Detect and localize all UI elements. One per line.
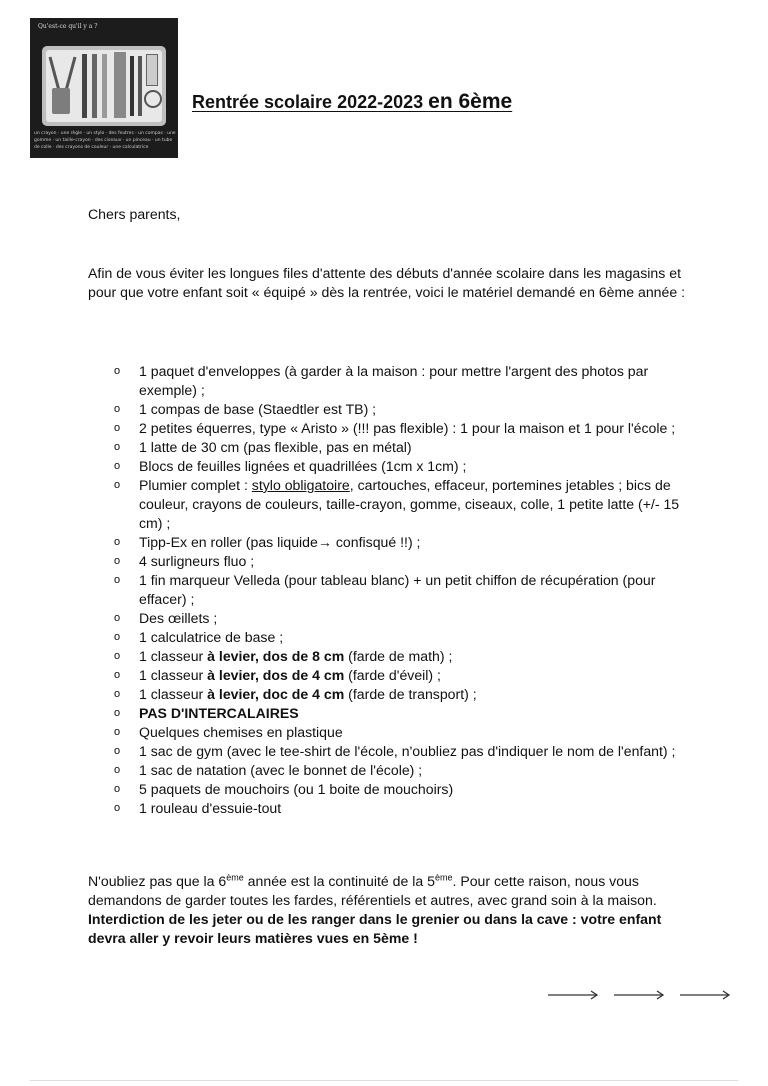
bullet-icon: o [114, 479, 121, 491]
scissors-icon [144, 90, 162, 108]
logo-words: un crayon · une règle · un stylo · des feutres · un compas · une gomme · un taille-crayon · des ciseaux · un pinceau · un tube de colle · des crayons de couleur · une calculatrice [34, 131, 176, 150]
bullet-icon: o [114, 688, 121, 700]
bullet-icon: o [114, 574, 121, 586]
bullet-icon: o [114, 612, 121, 624]
item-text: 1 paquet d'enveloppes (à garder à la maison : pour mettre l'argent des photos par exemple) ; [139, 363, 649, 398]
bullet-icon: o [114, 631, 121, 643]
bullet-icon: o [114, 365, 121, 377]
divider [30, 1080, 738, 1081]
supply-list [114, 362, 681, 818]
bullet-icon: o [114, 745, 121, 757]
list-item [114, 628, 681, 647]
greeting: Chers parents, [88, 206, 181, 222]
list-item [114, 400, 681, 419]
item-text: 1 calculatrice de base ; [139, 629, 284, 645]
arrows-next-page-icon [546, 985, 736, 1005]
bullet-icon: o [114, 669, 121, 681]
list-item [114, 362, 681, 400]
item-text: 1 sac de gym (avec le tee-shirt de l'école, n'oubliez pas d'indiquer le nom de l'enfant) ; [139, 743, 676, 759]
item-text: 1 latte de 30 cm (pas flexible, pas en métal) [139, 439, 412, 455]
bullet-icon: o [114, 726, 121, 738]
bullet-icon: o [114, 783, 121, 795]
item-bold: PAS D'INTERCALAIRES [139, 705, 299, 721]
item-text: 2 petites équerres, type « Aristo » (!!! pas flexible) : 1 pour la maison et 1 pour l'école ; [139, 420, 676, 436]
page-title: Rentrée scolaire 2022-2023 en 6ème [192, 90, 513, 113]
item-text: 1 sac de natation (avec le bonnet de l'école) ; [139, 762, 423, 778]
item-bold: à levier, dos de 4 cm [207, 667, 345, 683]
item-bold: à levier, doc de 4 cm [207, 686, 345, 702]
list-item [114, 438, 681, 457]
item-text: 1 classeur [139, 686, 208, 702]
bullet-icon: o [114, 536, 121, 548]
bullet-icon: o [114, 441, 121, 453]
item-text: 1 rouleau d'essuie-tout [139, 800, 282, 816]
item-text: 1 classeur [139, 648, 208, 664]
bullet-icon: o [114, 460, 121, 472]
list-item [114, 666, 681, 685]
item-text: Plumier complet : [139, 477, 252, 493]
closing-warning: Interdiction de les jeter ou de les ranger dans le grenier ou dans la cave : votre enfant devra aller y revoir leurs matières vues en 5ème ! [88, 911, 662, 946]
item-bold: à levier, dos de 8 cm [207, 648, 345, 664]
item-text: Blocs de feuilles lignées et quadrillées (1cm x 1cm) ; [139, 458, 467, 474]
item-text: (farde d'éveil) ; [344, 667, 441, 683]
bullet-icon: o [114, 555, 121, 567]
item-text: Quelques chemises en plastique [139, 724, 343, 740]
item-text: 1 fin marqueur Velleda (pour tableau blanc) + un petit chiffon de récupération (pour effacer) ; [139, 572, 656, 607]
ruler-icon [114, 52, 126, 118]
list-item [114, 647, 681, 666]
list-item [114, 742, 681, 761]
bullet-icon: o [114, 707, 121, 719]
school-supplies-logo [30, 18, 178, 158]
bullet-icon: o [114, 422, 121, 434]
list-item [114, 552, 681, 571]
list-item [114, 476, 681, 533]
intro-paragraph: Afin de vous éviter les longues files d'attente des débuts d'année scolaire dans les magasins et pour que votre enfant soit « équipé » dès la rentrée, voici le matériel demandé en 6ème année : [88, 265, 686, 300]
bullet-icon: o [114, 764, 121, 776]
list-item [114, 780, 681, 799]
item-text: 5 paquets de mouchoirs (ou 1 boite de mouchoirs) [139, 781, 454, 797]
item-text: (farde de math) ; [344, 648, 453, 664]
list-item [114, 533, 681, 552]
pencil-icon [130, 56, 134, 116]
item-text: Des œillets ; [139, 610, 218, 626]
calculator-icon [52, 88, 70, 114]
list-item [114, 704, 681, 723]
item-text: Tipp-Ex en roller (pas liquide→ confisqué !!) ; [139, 534, 421, 550]
item-text: (farde de transport) ; [344, 686, 477, 702]
item-text: 1 classeur [139, 667, 208, 683]
list-item [114, 799, 681, 818]
glue-icon [146, 54, 158, 86]
list-item [114, 419, 681, 438]
list-item [114, 571, 681, 609]
bullet-icon: o [114, 802, 121, 814]
item-text: , cartouches, effaceur, portemines jetables ; bics de couleur, crayons de couleurs, taille-crayon, gomme, ciseaux, colle, 1 petite latte (+/- 15 cm) ; [139, 477, 680, 531]
list-item [114, 609, 681, 628]
pen-icon [82, 54, 87, 118]
item-text: 4 surligneurs fluo ; [139, 553, 255, 569]
bullet-icon: o [114, 650, 121, 662]
list-item [114, 457, 681, 476]
list-item [114, 723, 681, 742]
item-underlined: stylo obligatoire [251, 477, 350, 493]
list-item [114, 685, 681, 704]
item-text: 1 compas de base (Staedtler est TB) ; [139, 401, 377, 417]
logo-caption: Qu'est-ce qu'il y a ? [38, 23, 98, 30]
closing-paragraph: N'oubliez pas que la 6ème année est la continuité de la 5ème. Pour cette raison, nous vous demandons de garder toutes les fardes, référentiels et autres, avec grand soin à la maison. Interdiction de les jeter ou de les ranger dans le grenier ou dans la cave : votre enfant devra aller y revoir leurs matières vues en 5ème ! [88, 872, 662, 946]
list-item [114, 761, 681, 780]
bullet-icon: o [114, 403, 121, 415]
